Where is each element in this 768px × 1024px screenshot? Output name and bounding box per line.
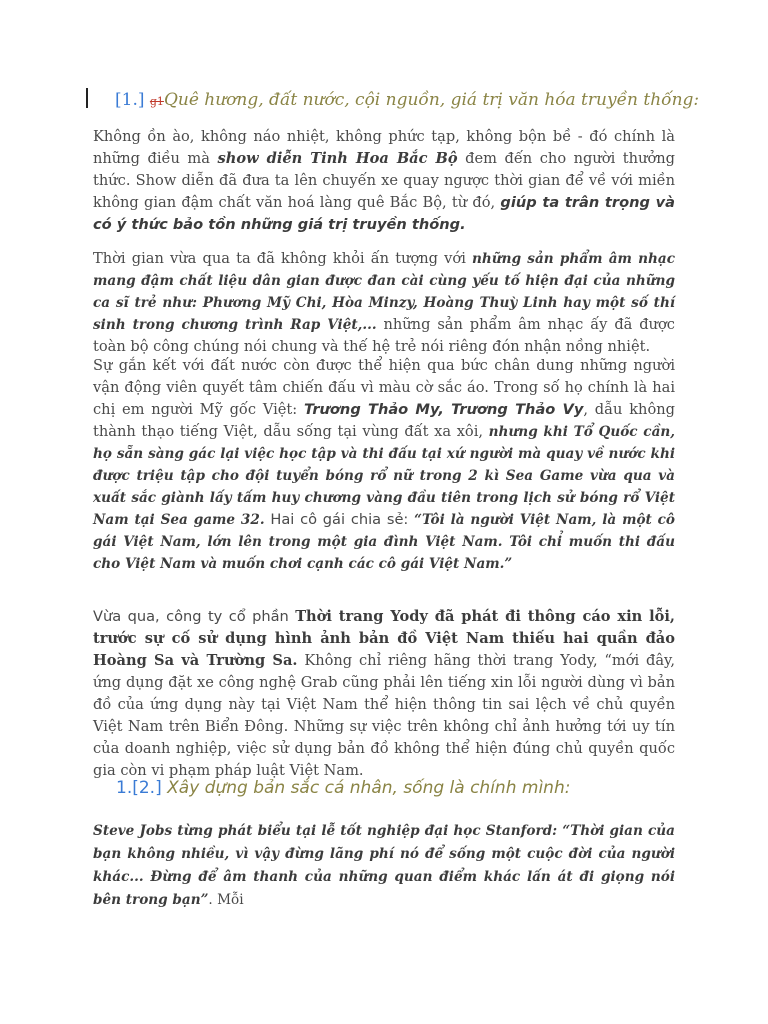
paragraph-1-text-1: Không ồn ào, không náo nhiệt, không phức tạp, không bộn bề - đó chính là những điều mà <box>93 128 675 167</box>
paragraph-1-emphasis-2: giúp ta trân trọng và có ý thức bảo tồn những giá trị truyền thống. <box>93 194 675 233</box>
heading-1-title: Quê hương, đất nước, cội nguồn, giá trị văn hóa truyền thống: <box>163 90 700 110</box>
text-cursor <box>86 88 88 108</box>
paragraph-2-text-1: Thời gian vừa qua ta đã không khỏi ấn tượng với <box>93 250 473 267</box>
heading-1-number: [1.] <box>115 90 145 110</box>
paragraph-4 <box>93 606 675 782</box>
paragraph-1-text-2: đem đến cho người thưởng thức. Show diễn đã đưa ta lên chuyến xe quay ngược thời gian để về với miền không gian đậm chất văn hoá làng quê Bắc Bộ, từ đó, <box>93 150 675 211</box>
section-heading-2 <box>116 776 570 800</box>
paragraph-3-text-3: Hai cô gái chia sẻ: <box>264 511 415 528</box>
paragraph-3-text-2: , dẫu không thành thạo tiếng Việt, dẫu sống tại vùng đất xa xôi, <box>93 401 675 440</box>
paragraph-1-emphasis-1: show diễn Tinh Hoa Bắc Bộ <box>217 150 458 167</box>
paragraph-4-text-1: Vừa qua, công ty cổ phần <box>93 608 296 625</box>
paragraph-4-text-2: Không chỉ riêng hãng thời trang Yody, “mới đây, ứng dụng đặt xe công nghệ Grab cũng phải lên tiếng xin lỗi người dùng vì bản đồ của ứng dụng này tại Việt Nam thể hiện thông tin sai lệch về chủ quyền Việt Nam trên Biển Đông. Những sự việc trên không chỉ ảnh hưởng tới uy tín của doanh nghiệp, việc sử dụng bản đồ không thể hiện đúng chủ quyền quốc gia còn vi phạm pháp luật Việt Nam. <box>93 652 675 779</box>
paragraph-5 <box>93 820 675 912</box>
paragraph-2-text-2: những sản phẩm âm nhạc ấy đã được toàn bộ công chúng nói chung và thế hệ trẻ nói riêng đón nhận nồng nhiệt. <box>93 316 675 355</box>
paragraph-2 <box>93 248 675 358</box>
heading-2-title: Xây dựng bản sắc cá nhân, sống là chính mình: <box>167 778 571 798</box>
paragraph-2-emphasis-1: những sản phẩm âm nhạc mang đậm chất liệu dân gian được đan cài cùng yếu tố hiện đại của những ca sĩ trẻ như: Phương Mỹ Chi, Hòa Minzy, Hoàng Thuỳ Linh hay một số thí sinh trong chương trình Rap Việt,... <box>93 251 676 333</box>
paragraph-5-text-1: . Mỗi <box>208 892 244 908</box>
paragraph-1 <box>93 126 675 236</box>
section-heading-1 <box>115 88 699 114</box>
paragraph-3-quote: “Tôi là người Việt Nam, là một cô gái Việt Nam, lớn lên trong một gia đình Việt Nam. Tôi chỉ muốn thi đấu cho Việt Nam và muốn chơi cạnh các cô gái Việt Nam.” <box>93 512 675 572</box>
paragraph-5-quote: Steve Jobs từng phát biểu tại lễ tốt nghiệp đại học Stanford: “Thời gian của bạn không nhiều, vì vậy đừng lãng phí nó để sống một cuộc đời của người khác... Đừng để âm thanh của những quan điểm khác lấn át đi giọng nói bên trong bạn” <box>93 823 675 908</box>
paragraph-3-text-1: Sự gắn kết với đất nước còn được thể hiện qua bức chân dung những người vận động viên quyết tâm chiến đấu vì màu cờ sắc áo. Trong số họ chính là hai chị em người Mỹ gốc Việt: <box>93 357 675 418</box>
heading-1-deleted-text: g1 <box>149 95 164 108</box>
paragraph-3-emphasis-1: Trương Thảo My, Trương Thảo Vy <box>303 401 584 418</box>
paragraph-3-emphasis-2: nhưng khi Tổ Quốc cần, họ sẵn sàng gác lại việc học tập và thi đấu tại xứ người mà quay về nước khi được triệu tập cho đội tuyển bóng rổ nữ trong 2 kì Sea Game vừa qua và xuất sắc giành lấy tấm huy chương vàng đầu tiên trong lịch sử bóng rổ Việt Nam tại Sea game 32. <box>93 424 676 528</box>
paragraph-3 <box>93 355 675 575</box>
paragraph-4-emphasis-1: Thời trang Yody đã phát đi thông cáo xin lỗi, trước sự cố sử dụng hình ảnh bản đồ Việt Nam thiếu hai quần đảo Hoàng Sa và Trường Sa. <box>93 608 675 669</box>
heading-2-number: 1.[2.] <box>116 778 162 798</box>
